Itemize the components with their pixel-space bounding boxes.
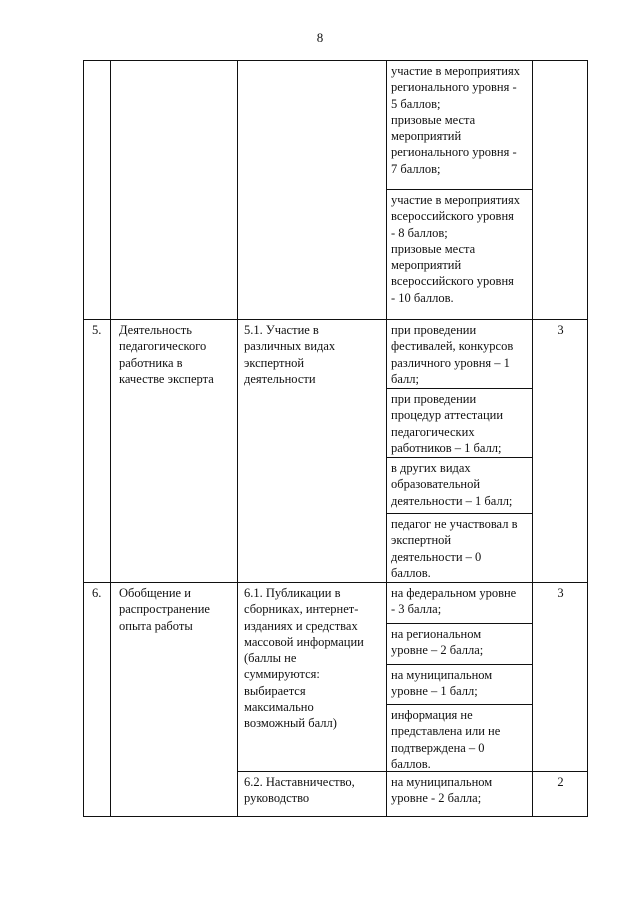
row-name: Обобщение и распространение опыта работы bbox=[119, 586, 210, 633]
column-divider bbox=[532, 61, 533, 816]
max-score: 3 bbox=[557, 586, 564, 600]
criteria-cell: на федеральном уровне - 3 балла; bbox=[391, 586, 517, 617]
indicator-label: 6.1. Публикации в сборниках, интернет- изданиях и средствах массовой информации (баллы не суммируются: выбирается максимально возможный балл) bbox=[244, 586, 364, 731]
row-number: 5. bbox=[92, 323, 102, 337]
criteria-divider bbox=[386, 388, 532, 389]
criteria-divider bbox=[386, 457, 532, 458]
criteria-divider bbox=[386, 623, 532, 624]
criteria-divider bbox=[386, 189, 532, 190]
column-divider bbox=[237, 61, 238, 816]
column-divider bbox=[386, 61, 387, 816]
row-number: 6. bbox=[92, 586, 102, 600]
criteria-table bbox=[83, 60, 588, 817]
row-divider bbox=[84, 319, 588, 320]
column-divider bbox=[110, 61, 111, 816]
criteria-divider bbox=[386, 664, 532, 665]
criteria-cell: педагог не участвовал в экспертной деятельности – 0 баллов. bbox=[391, 517, 518, 580]
criteria-divider bbox=[386, 513, 532, 514]
criteria-cell: участие в мероприятиях всероссийского уровня - 8 баллов; призовые места мероприятий всероссийского уровня - 10 баллов. bbox=[391, 193, 520, 305]
criteria-cell: при проведении фестивалей, конкурсов различного уровня – 1 балл; bbox=[391, 323, 514, 386]
criteria-cell: в других видах образовательной деятельности – 1 балл; bbox=[391, 461, 513, 508]
row-name: Деятельность педагогического работника в качестве эксперта bbox=[119, 323, 214, 386]
criteria-cell: на муниципальном уровне – 1 балл; bbox=[391, 668, 493, 699]
indicator-label: 5.1. Участие в различных видах экспертной деятельности bbox=[244, 323, 336, 386]
criteria-cell: на муниципальном уровне - 2 балла; bbox=[391, 775, 493, 806]
criteria-cell: на региональном уровне – 2 балла; bbox=[391, 627, 484, 658]
max-score: 2 bbox=[557, 775, 564, 789]
criteria-divider bbox=[386, 704, 532, 705]
row-divider bbox=[84, 582, 588, 583]
criteria-cell: при проведении процедур аттестации педагогических работников – 1 балл; bbox=[391, 392, 504, 455]
page-number: 8 bbox=[316, 30, 324, 45]
criteria-cell: участие в мероприятиях регионального уровня - 5 баллов; призовые места мероприятий регионального уровня - 7 баллов; bbox=[391, 64, 520, 176]
max-score: 3 bbox=[557, 323, 564, 337]
criteria-cell: информация не представлена или не подтверждена – 0 баллов. bbox=[391, 708, 501, 771]
indicator-label: 6.2. Наставничество, руководство bbox=[244, 775, 355, 806]
